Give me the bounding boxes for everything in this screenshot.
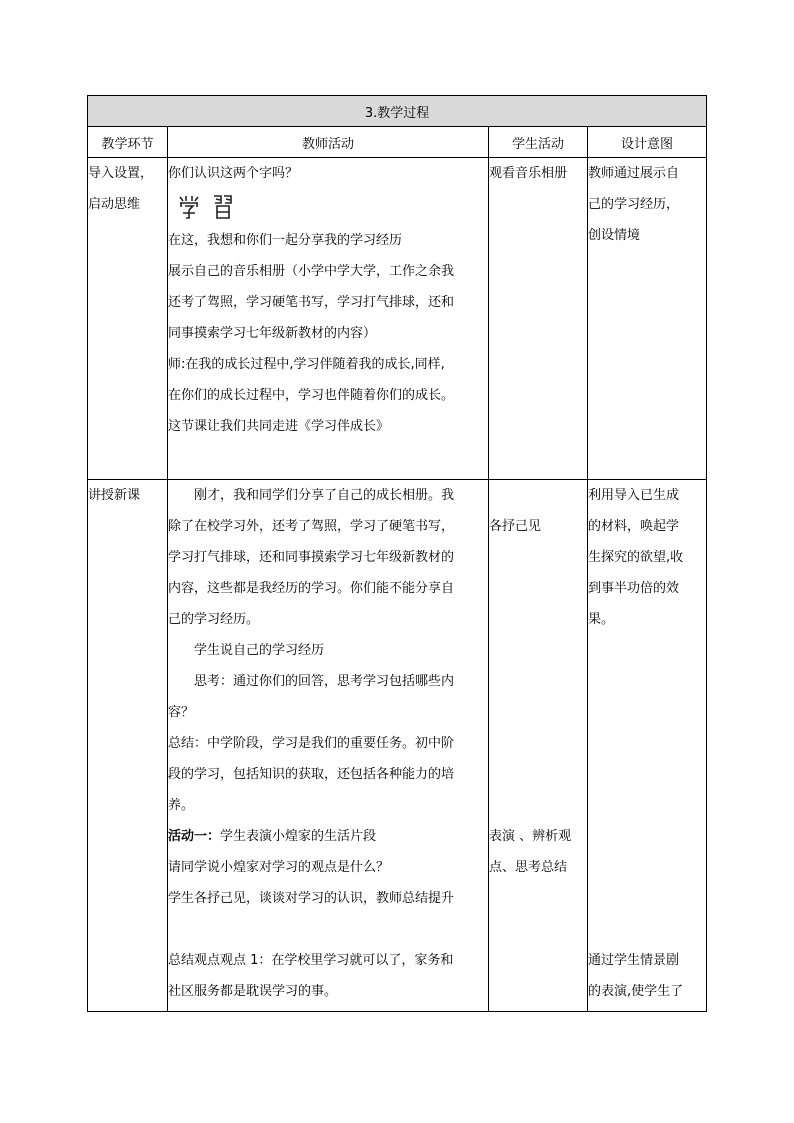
teaching-process-table xyxy=(87,95,707,1012)
table-row xyxy=(88,158,707,480)
header-student: 学生活动 xyxy=(489,127,588,158)
table-title: 3.教学过程 xyxy=(88,96,707,127)
seal-script-characters xyxy=(168,189,488,225)
teacher-activity-cell: 你们认识这两个字吗？ 在这，我想和你们一起分享我的学习经历 展示自己的音乐相册（小学中学大学，工作之余我 还考了驾照，学习硬笔书写，学习打气排球，还和 同事摸索学习七年级新教材的内容） 师:在我的成长过程中,学习伴随着我的成长,同样, 在你们的成长过程中，学习也伴随着你们的成长。 这节课让我们共同走进《学习伴成长》 xyxy=(168,158,489,480)
design-intent-cell: 教师通过展示自 己的学习经历， 创设情境 xyxy=(588,158,707,480)
seal-character-xue-icon xyxy=(178,194,200,220)
seal-character-xi-icon xyxy=(212,194,234,220)
header-teacher: 教师活动 xyxy=(168,127,489,158)
table-row xyxy=(88,480,707,1012)
teacher-activity-cell: 刚才，我和同学们分享了自己的成长相册。我 除了在校学习外，还考了驾照，学习了硬笔书写， 学习打气排球，还和同事摸索学习七年级新教材的 内容，这些都是我经历的学习。你们能不能分享自 己的学习经历。 学生说自己的学习经历 思考：通过你们的回答，思考学习包括哪些内 容？ 总结：中学阶段，学习是我们的重要任务。初中阶 段的学习，包括知识的获取，还包括各种能力的培 养。 活动一：学生表演小煌家的生活片段 请同学说小煌家对学习的观点是什么？ 学生各抒己见，谈谈对学习的认识，教师总结提升 总结观点观点 1：在学校里学习就可以了，家务和 社区服务都是耽误学习的事。 xyxy=(168,480,489,1012)
header-design: 设计意图 xyxy=(588,127,707,158)
header-stage: 教学环节 xyxy=(88,127,168,158)
design-intent-cell: 利用导入已生成 的材料，唤起学 生探究的欲望,收 到事半功倍的效 果。 通过学生情景剧 的表演,使学生了 xyxy=(588,480,707,1012)
activity-label: 活动一： xyxy=(168,829,221,844)
student-activity-cell: 观看音乐相册 xyxy=(489,158,588,480)
student-activity-cell: 各抒己见 表演 、辨析观 点、思考总结 xyxy=(489,480,588,1012)
stage-cell: 导入设置， 启动思维 xyxy=(88,158,168,480)
stage-cell: 讲授新课 xyxy=(88,480,168,1012)
